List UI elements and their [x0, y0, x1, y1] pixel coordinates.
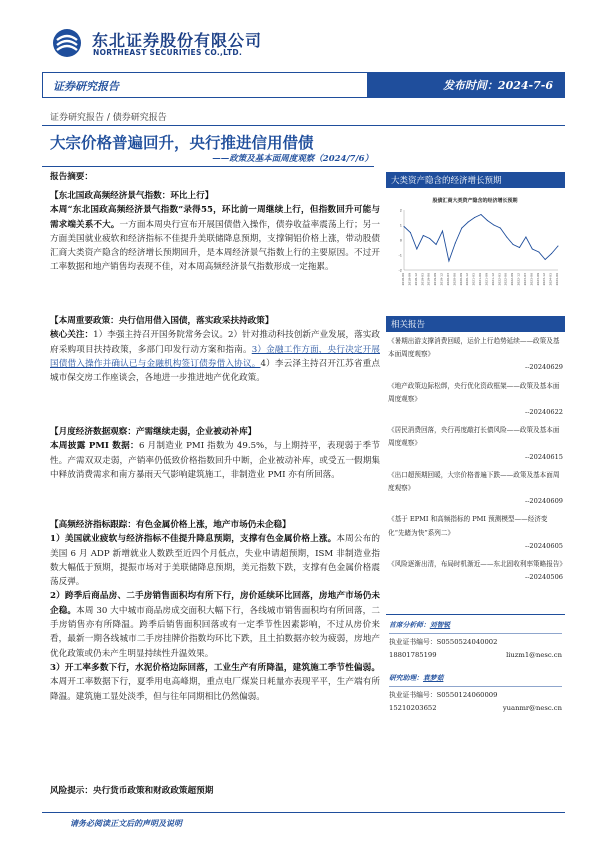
x-tick-label: 2018-09	[407, 273, 412, 286]
y-tick-label: 1	[399, 223, 402, 228]
related-report-title[interactable]: 《风险逐渐出清，布局时机渐近——东北固收利率策略报告》	[388, 560, 567, 569]
item-rest: 本周开工率数据下行，夏季用电高峰期，重点电厂煤炭日耗量亦表现平平，生产端有所降温。建筑施工显处淡季，但与往年同期相比仍然偏弱。	[50, 677, 380, 702]
report-banner	[42, 72, 565, 98]
item-lead: 3）开工率多数下行，水泥价格边际回落，工业生产有所降温，建筑施工季节性偏弱。	[50, 662, 380, 673]
data-point	[410, 232, 411, 233]
banner-left	[42, 72, 368, 98]
data-point	[455, 243, 456, 244]
related-report-title[interactable]: 《出口超预期回暖，大宗价格普遍下跌——政策及基本面周度观察》	[388, 470, 560, 493]
analyst-contact	[389, 649, 562, 662]
x-tick-label: 2023-09	[535, 273, 540, 286]
item-lead: 2）跨季后商品房、二手房销售面积均有所下行，房价延续环比回落，房地产市场仍未企稳。	[50, 591, 380, 616]
section-body	[50, 203, 380, 274]
data-point	[468, 222, 469, 223]
x-tick-label: 2020-03	[445, 273, 450, 286]
company-logo-icon	[52, 28, 82, 58]
section-highfreq	[50, 518, 380, 704]
list-item	[50, 661, 380, 704]
related-report-date: --20240615	[524, 452, 563, 461]
divider	[389, 686, 562, 687]
x-tick-label: 2023-03	[522, 273, 527, 286]
section-body-link[interactable]: 3）金融工作方面，央行决定开展国债借入操作并确认已与金融机构签订债券借入协议。	[50, 344, 380, 369]
breadcrumb: 证券研究报告 / 债券研究报告	[50, 113, 167, 123]
data-point	[436, 244, 437, 245]
related-reports	[386, 316, 565, 589]
x-tick-label: 2022-06	[503, 273, 508, 286]
y-tick-label: 0	[399, 238, 402, 243]
data-point	[474, 217, 475, 218]
chart-box-header	[386, 172, 565, 188]
data-point	[551, 253, 552, 254]
company-name-cn: 东北证券股份有限公司	[92, 31, 263, 50]
item-lead: 1）美国就业疲软与经济指标不佳提升降息预期，支撑有色金属价格上涨。	[50, 534, 337, 545]
data-point	[404, 226, 405, 227]
data-point	[545, 259, 546, 260]
x-tick-label: 2021-09	[484, 273, 489, 286]
item-rest: 本周 30 大中城市商品房成交面积大幅下行，各线城市销售面积均有所回落，二手房销售亦有所降温。跨季后销售面积回落或有一定季节性因素影响，不过从房价来看，最新一期各线城市二手房挂牌价指数均环比下跌，且土拍数据亦较为疲弱，房地产优化政策或仍未产生明显持续性升温效果。	[50, 605, 380, 659]
data-point	[429, 238, 430, 239]
x-tick-label: 2020-12	[465, 273, 470, 286]
analyst-role-label: 首席分析师：	[389, 621, 430, 629]
y-tick-label: -1	[398, 253, 402, 258]
x-tick-label: 2022-09	[510, 273, 515, 286]
data-point	[416, 249, 417, 250]
data-point	[506, 237, 507, 238]
divider	[42, 166, 374, 167]
section-index	[50, 189, 380, 275]
x-tick-label: 2022-12	[516, 273, 521, 286]
x-tick-label: 2018-12	[413, 273, 418, 286]
x-tick-label: 2019-12	[439, 273, 444, 286]
data-point	[423, 235, 424, 236]
data-point	[481, 214, 482, 215]
section-heading: 【月度经济数据观察：产需继续走弱，企业被动补库】	[50, 427, 257, 437]
data-point	[525, 237, 526, 238]
list-item	[50, 589, 380, 660]
analyst-block	[386, 614, 565, 729]
list-item	[50, 532, 380, 589]
publish-time: 发布时间：2024-7-6	[442, 79, 553, 92]
risk-warning	[50, 784, 380, 798]
data-point	[558, 246, 559, 247]
x-tick-label: 2024-03	[548, 273, 553, 286]
page-subtitle: ——政策及基本面周度观察（2024/7/6）	[212, 154, 373, 164]
section-body-lead: 本周“东北国政高频经济景气指数”录得55，环比前一周继续上行，但指数回升可能与需求端关系不大。	[50, 205, 380, 230]
section-heading: 【东北国政高频经济景气指数：环比上行】	[50, 191, 214, 201]
related-report-title[interactable]: 《基于 EPMI 和高频指标的 PMI 预测模型——经济变化“先睹为快”系列二》	[388, 515, 548, 537]
related-report-title[interactable]: 《地产政策边际松绑，央行优化资政框架——政策及基本面周度观察》	[388, 381, 560, 403]
section-body-rest: 6 月制造业 PMI 指数为 49.5%，与上期持平，表现弱于季节性。产需双双走弱，产销率仍低致价格指数回升中断，企业被动补库，或受五一假期集中释放消费需求和南方暴雨天气影响建筑施工，非制造业 PMI 亦有所回落。	[50, 441, 380, 480]
section-body-lead: 本周披露 PMI 数据：	[50, 441, 139, 452]
x-tick-label: 2018-06	[401, 273, 405, 286]
analyst-phone: 18801785199	[389, 651, 437, 659]
analyst-card	[389, 619, 562, 662]
analyst-card	[389, 672, 562, 715]
data-point	[538, 252, 539, 253]
growth-expectation-chart	[386, 188, 565, 303]
analyst-role	[389, 619, 562, 632]
summary-label	[50, 170, 380, 184]
analyst-name: 刘智锐	[429, 621, 451, 629]
section-body-b: 4）李云泽主持召开江苏省重点城市保交房工作座谈会，各地进一步推进地产优化政策。	[50, 358, 380, 384]
section-body	[50, 439, 380, 482]
x-tick-label: 2022-03	[497, 273, 502, 286]
data-point	[513, 244, 514, 245]
chart-box-title: 大类资产隐含的经济增长预期	[386, 172, 565, 188]
related-title: 相关报告	[386, 316, 565, 332]
section-policy	[50, 314, 380, 385]
data-point	[519, 247, 520, 248]
analyst-role-label: 研究助理：	[389, 674, 423, 682]
related-report-date: --20240622	[524, 408, 563, 417]
analyst-contact	[389, 702, 562, 715]
section-body-a: 1）李强主持召开国务院常务会议。2）针对推动科技创新产业发展，落实政府采购项目扶持政策，多部门印发行动方案和指南。	[50, 330, 380, 355]
related-report-title[interactable]: 《居民消费回落，央行再度敲打长债风险——政策及基本面周度观察》	[388, 426, 560, 448]
analyst-phone: 15210203652	[389, 704, 437, 712]
analyst-email[interactable]: liuzm1@nesc.cn	[506, 651, 562, 659]
section-heading: 【高频经济指标跟踪：有色金属价格上涨，地产市场仍未企稳】	[50, 520, 291, 530]
data-point	[500, 228, 501, 229]
x-tick-label: 2021-06	[478, 273, 482, 286]
analyst-cert: 执业证书编号：S0550524040002	[389, 638, 498, 646]
x-tick-label: 2021-03	[471, 273, 476, 286]
related-report-date: --20240609	[524, 497, 563, 506]
related-report-date: --20240629	[524, 363, 563, 372]
x-tick-label: 2019-06	[426, 273, 431, 286]
x-tick-label: 2021-12	[490, 273, 495, 286]
risk-text: 风险提示：央行货币政策和财政政策超预期	[50, 786, 214, 796]
divider	[42, 125, 565, 126]
footer-divider	[42, 812, 565, 813]
section-body-lead: 核心关注：	[50, 330, 94, 341]
analyst-role	[389, 672, 562, 685]
x-tick-label: 2020-09	[458, 273, 463, 286]
summary-label-text: 报告摘要：	[50, 172, 93, 182]
section-body	[50, 328, 380, 385]
footer-disclaimer[interactable]: 请务必阅读正文后的声明及说明	[70, 818, 182, 828]
page-title: 大宗价格普遍回升，央行推进信用借债	[50, 133, 314, 152]
x-tick-label: 2024-06	[555, 273, 559, 286]
y-tick-label: -2	[398, 268, 402, 273]
section-monthly	[50, 425, 380, 482]
y-tick-label: 2	[399, 208, 402, 213]
company-name-en: NORTHEAST SECURITIES CO.,LTD.	[93, 48, 243, 57]
data-point	[448, 261, 449, 262]
analyst-list	[386, 615, 565, 729]
x-tick-label: 2019-03	[420, 273, 425, 286]
related-list	[386, 332, 565, 584]
section-heading: 【本周重要政策：央行信用借入国债，落实政采扶持政策】	[50, 316, 274, 326]
related-report-date: --20240605	[524, 541, 563, 550]
data-point	[461, 228, 462, 229]
chart-title: 股债汇商大类资产隐含的经济增长预期	[432, 198, 518, 204]
x-tick-label: 2023-06	[529, 273, 534, 286]
report-type-label: 证券研究报告	[53, 80, 119, 93]
series-line	[404, 215, 558, 262]
analyst-cert: 执业证书编号：S0550124060009	[389, 691, 498, 699]
x-tick-label: 2020-06	[452, 273, 457, 286]
divider	[389, 633, 562, 634]
chart-plot	[399, 209, 560, 286]
x-tick-label: 2019-09	[433, 273, 438, 286]
data-point	[487, 220, 488, 221]
section-body-rest: 一方面本周央行宣布开展国债借入操作，债券收益率震荡上行；另一方面美国就业疲软和经济指标不佳提升美联储降息预期，支撑铜铝价格上涨，带动股债汇商大类资产隐含的经济增长预期回升，是本周经济景气指数上行的主要原因。不过开工率数据和地产销售均表现不佳，对本周高频经济景气指数形成一定拖累。	[50, 219, 380, 273]
x-tick-label: 2023-12	[542, 273, 547, 286]
data-point	[442, 231, 443, 232]
data-point	[532, 249, 533, 250]
analyst-name: 袁梦茹	[422, 674, 444, 682]
item-rest: 本周公布的美国 6 月 ADP 新增就业人数跌至近四个月低点，失业申请超预期，ISM 非制造业指数大幅低于预期，提振市场对于美联储降息预期，美元指数下跌，支撑有色金属价格震荡反弹。	[50, 534, 380, 588]
data-point	[493, 225, 494, 226]
analyst-email[interactable]: yuanmr@nesc.cn	[502, 704, 562, 712]
related-report-title[interactable]: 《暑期出游支撑消费回暖，运价上行趋势延续——政策及基本面周度观察》	[388, 337, 560, 359]
related-report-date: --20240506	[524, 573, 563, 582]
